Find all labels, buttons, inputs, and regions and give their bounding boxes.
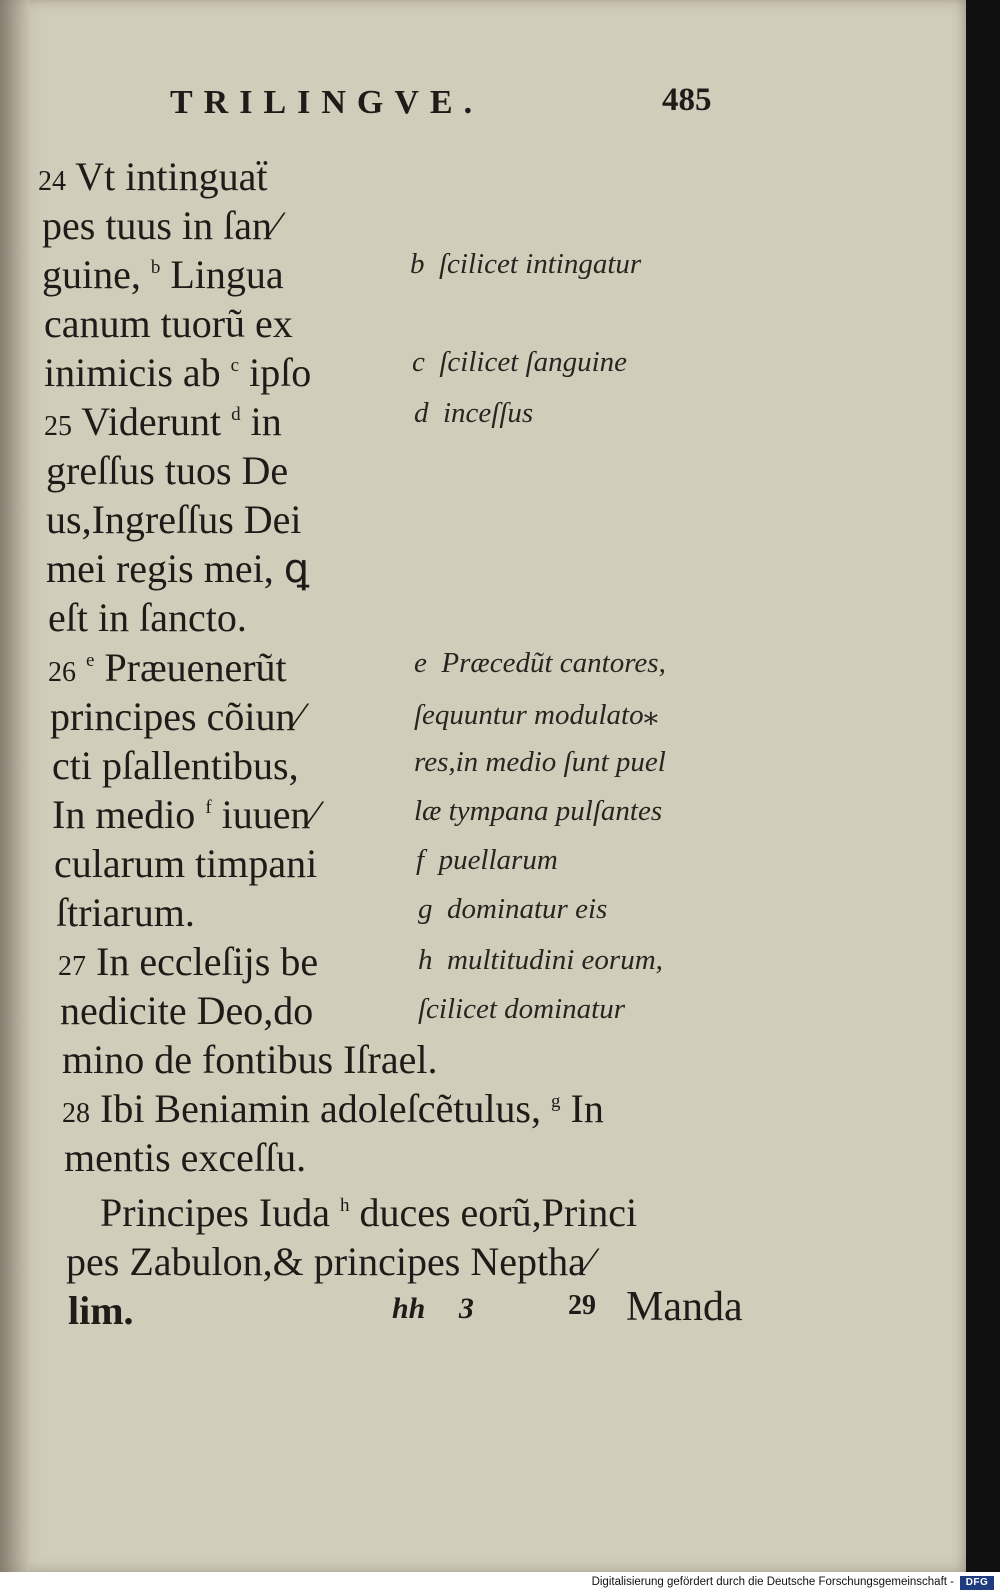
note-marker: e [86, 650, 95, 671]
signature-mark: hh 3 [392, 1292, 474, 1325]
verse-number: 24 [38, 166, 66, 197]
text-line: ſtriarum. [56, 890, 195, 935]
text-line: pes tuus in ſan⁄ [42, 203, 279, 248]
gloss-line: res,in medio ſunt puel [414, 746, 666, 778]
gloss-text: inceſſus [443, 397, 534, 429]
note-marker: f [205, 797, 212, 818]
gloss-line [418, 944, 663, 977]
gloss-line [418, 893, 607, 926]
gloss-line [416, 844, 558, 877]
line-text: Principes Iuda [100, 1190, 330, 1235]
text-line [58, 937, 318, 991]
gloss-text: dominatur eis [447, 893, 608, 925]
line-text: Ibi Beniamin adoleſcẽtulus, [100, 1086, 541, 1131]
gloss-line [414, 647, 666, 680]
line-text: Præuenerũt [104, 645, 287, 690]
text-line: lim. [68, 1288, 134, 1333]
note-marker: c [230, 355, 240, 376]
book-spine-shadow [966, 0, 1000, 1572]
note-marker: b [150, 257, 161, 278]
gloss-letter: c [412, 346, 425, 378]
note-marker: d [231, 404, 241, 425]
text-line: eſt in ſancto. [48, 595, 247, 640]
gloss-line [414, 397, 533, 430]
line-text: ipſo [249, 350, 312, 395]
gloss-letter: f [416, 844, 425, 876]
verse-number: 25 [44, 411, 72, 442]
gloss-letter: e [414, 647, 427, 679]
note-marker: h [339, 1195, 350, 1216]
text-line: mentis exceſſu. [64, 1135, 307, 1180]
text-line: mei regis mei, ꝗ [46, 546, 310, 591]
gloss-line [412, 346, 627, 379]
page-gutter-shadow [0, 0, 30, 1572]
gloss-text: ſcilicet intingatur [439, 248, 642, 280]
digitization-footer [0, 1572, 1000, 1595]
line-text: Vt intinguaẗ [75, 154, 268, 199]
gloss-text: Præcedũt cantores, [441, 647, 666, 679]
gloss-letter: g [418, 893, 433, 925]
line-text: in [250, 399, 282, 444]
verse-number: 27 [58, 951, 86, 982]
text-line: pes Zabulon,& principes Neptha⁄ [66, 1239, 593, 1284]
gloss-letter: b [410, 248, 425, 280]
text-line [38, 152, 268, 206]
gloss-letter: d [414, 397, 429, 429]
line-text: In eccleſijs be [96, 939, 319, 984]
catchword-verse: 29 [568, 1290, 596, 1321]
line-text: guine, [42, 252, 141, 297]
dfg-logo-icon: DFG [960, 1576, 994, 1590]
note-marker: g [551, 1091, 561, 1112]
page-number: 485 [662, 82, 712, 118]
gloss-line [410, 248, 641, 281]
gloss-text: puellarum [438, 844, 558, 876]
catchword: Manda [626, 1284, 743, 1330]
line-text: iuuen⁄ [221, 792, 318, 837]
funding-credit: Digitalisierung gefördert durch die Deutsche Forschungsgemeinschaft - [591, 1576, 954, 1588]
gloss-letter: h [418, 944, 433, 976]
gloss-line: læ tympana pulſantes [414, 795, 663, 827]
text-line: greſſus tuos De [46, 448, 289, 493]
gloss-text: multitudini eorum, [447, 944, 663, 976]
gloss-line: ſcilicet dominatur [418, 993, 625, 1025]
line-text: inimicis ab [44, 350, 221, 395]
verse-number: 28 [62, 1098, 90, 1129]
text-line: mino de fontibus Iſrael. [62, 1037, 438, 1082]
line-text: In [570, 1086, 604, 1131]
text-line: canum tuorũ ex [44, 301, 293, 346]
text-line: us,Ingreſſus Dei [46, 497, 302, 542]
gloss-line: ſequuntur modulato⁎ [414, 699, 659, 731]
running-title: TRILINGVE. [170, 84, 484, 121]
line-text: Viderunt [81, 399, 222, 444]
text-line: cti pſallentibus, [52, 743, 299, 788]
verse-number: 26 [48, 657, 76, 688]
gloss-text: ſcilicet ſanguine [439, 346, 628, 378]
line-text: Lingua [170, 252, 284, 297]
text-line: principes cõiun⁄ [50, 694, 303, 739]
line-text: In medio [52, 792, 196, 837]
line-text: duces eorũ,Princi [359, 1190, 638, 1235]
text-line: cularum timpani [54, 841, 318, 886]
text-line: nedicite Deo,do [60, 988, 314, 1033]
